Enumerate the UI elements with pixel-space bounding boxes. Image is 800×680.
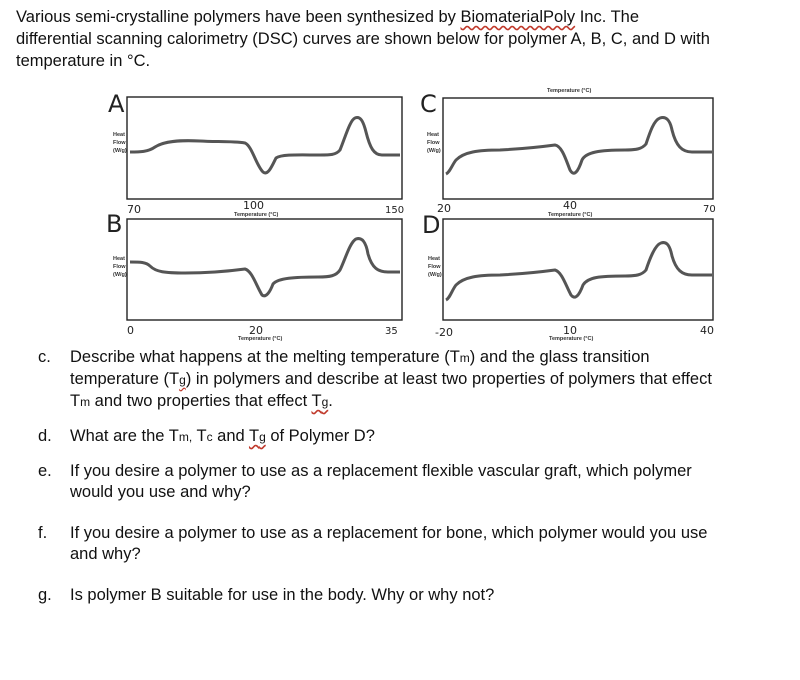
panel-letter-a: A bbox=[108, 90, 125, 118]
panel-c-dsc-curve bbox=[446, 118, 712, 175]
panel-d-xlabel: Temperature (°C) bbox=[549, 336, 594, 342]
question-g bbox=[38, 585, 788, 606]
question-g-line-1: Is polymer B suitable for use in the body. Why or why not? bbox=[70, 586, 495, 604]
panel-b-dsc-curve bbox=[130, 239, 400, 296]
question-d-tg bbox=[249, 427, 266, 445]
question-c-line-2 bbox=[70, 369, 788, 391]
question-f-line-1: If you desire a polymer to use as a replacement for bone, which polymer would you use bbox=[70, 524, 708, 542]
question-list bbox=[38, 347, 788, 606]
panel-d-xmin: -20 bbox=[435, 326, 453, 339]
question-d bbox=[38, 426, 788, 448]
question-c-text-7: T bbox=[311, 392, 322, 410]
question-e-label: e. bbox=[38, 462, 52, 480]
panel-d bbox=[422, 211, 714, 342]
panel-a-dsc-curve bbox=[130, 118, 400, 173]
question-d-line-1 bbox=[70, 426, 788, 448]
question-d-text-2: T bbox=[192, 427, 207, 445]
panel-d-xmid: 10 bbox=[563, 324, 577, 337]
question-c-text-3: temperature (T bbox=[70, 370, 180, 388]
question-c-sub-2: g bbox=[179, 373, 186, 387]
panel-b-ylabel-1: Heat bbox=[113, 256, 125, 262]
panel-d-xmax: 40 bbox=[700, 324, 714, 337]
question-e bbox=[38, 461, 788, 503]
company-name: BiomaterialPoly bbox=[460, 8, 576, 26]
question-c-line-1 bbox=[70, 347, 788, 369]
panel-c-frame bbox=[443, 98, 713, 199]
question-c-sub-3: m bbox=[80, 395, 91, 409]
panel-a bbox=[108, 90, 404, 218]
panel-c-xmin: 20 bbox=[437, 202, 451, 215]
question-c-line-3 bbox=[70, 391, 788, 413]
question-d-text-4: T bbox=[248, 427, 260, 445]
panel-a-frame bbox=[127, 97, 402, 199]
panel-letter-c: C bbox=[420, 90, 437, 118]
question-c bbox=[38, 347, 788, 413]
panel-c-ylabel-3: (W/g) bbox=[427, 148, 441, 154]
question-d-text-3: and bbox=[212, 427, 249, 445]
panel-d-ylabel-1: Heat bbox=[428, 256, 440, 262]
panel-letter-d: D bbox=[422, 211, 441, 239]
question-f-line-2: and why? bbox=[70, 545, 141, 563]
panel-c-xmax: 70 bbox=[703, 204, 716, 215]
question-c-text-8: . bbox=[328, 392, 333, 410]
panel-d-ylabel-3: (W/g) bbox=[428, 272, 442, 278]
question-c-text-5: T bbox=[70, 392, 81, 410]
panel-a-xlabel: Temperature (°C) bbox=[234, 212, 279, 218]
question-c-label: c. bbox=[38, 348, 51, 366]
panel-d-ylabel-2: Flow bbox=[428, 264, 441, 270]
panel-b bbox=[106, 210, 402, 342]
question-c-tg bbox=[311, 392, 328, 410]
panel-c-ylabel-2: Flow bbox=[427, 140, 440, 146]
question-e-line-1: If you desire a polymer to use as a replacement flexible vascular graft, which polymer bbox=[70, 462, 692, 480]
question-c-text-1: Describe what happens at the melting temperature (T bbox=[70, 348, 460, 366]
panel-b-ylabel-3: (W/g) bbox=[113, 272, 127, 278]
question-e-line-2: would you use and why? bbox=[70, 483, 251, 501]
intro-line-2: differential scanning calorimetry (DSC) curves are shown below for polymer A, B, C, and D with bbox=[16, 30, 710, 48]
question-c-sub-4: g bbox=[321, 395, 329, 409]
panel-letter-b: B bbox=[106, 210, 123, 238]
intro-text: Various semi-crystalline polymers have been synthesized by bbox=[16, 8, 461, 26]
panel-a-ylabel-2: Flow bbox=[113, 140, 126, 146]
panel-c-xlabel-top: Temperature (°C) bbox=[547, 88, 592, 94]
panel-a-xmax: 150 bbox=[385, 205, 405, 216]
panel-b-ylabel-2: Flow bbox=[113, 264, 126, 270]
question-f-label: f. bbox=[38, 524, 48, 542]
question-f bbox=[38, 523, 788, 565]
panel-b-xlabel: Temperature (°C) bbox=[238, 336, 283, 342]
question-c-sub-1: m bbox=[459, 351, 470, 365]
question-g-label: g. bbox=[38, 586, 52, 604]
question-d-label: d. bbox=[38, 427, 52, 445]
panel-b-xmid: 20 bbox=[249, 324, 263, 337]
panel-b-xmin: 0 bbox=[127, 324, 134, 337]
question-c-text-4: ) in polymers and describe at least two properties of polymers that effect bbox=[185, 370, 712, 388]
panel-c-xmid: 40 bbox=[563, 199, 577, 212]
panel-d-dsc-curve bbox=[446, 243, 712, 300]
intro-text-end: Inc. The bbox=[575, 8, 640, 26]
panel-a-xmin: 70 bbox=[127, 203, 141, 216]
panel-d-frame bbox=[443, 219, 713, 320]
question-c-text-2: ) and the glass transition bbox=[469, 348, 650, 366]
question-d-text-5: of Polymer D? bbox=[265, 427, 375, 445]
panel-b-frame bbox=[127, 219, 402, 320]
panel-a-xmid: 100 bbox=[243, 199, 264, 212]
panel-c-xlabel: Temperature (°C) bbox=[548, 212, 593, 218]
panel-a-ylabel-1: Heat bbox=[113, 132, 125, 138]
question-d-sub-4: g bbox=[259, 430, 266, 444]
panel-b-xmax: 35 bbox=[385, 326, 398, 337]
intro-line-3: temperature in °C. bbox=[16, 52, 151, 70]
question-d-sub-1: m, bbox=[178, 430, 193, 444]
question-d-sub-2: c bbox=[206, 430, 213, 444]
question-c-text-6: and two properties that effect bbox=[90, 392, 312, 410]
panel-a-ylabel-3: (W/g) bbox=[113, 148, 127, 154]
panel-c bbox=[420, 88, 716, 218]
question-d-text-1: What are the T bbox=[70, 427, 179, 445]
panel-c-ylabel-1: Heat bbox=[427, 132, 439, 138]
